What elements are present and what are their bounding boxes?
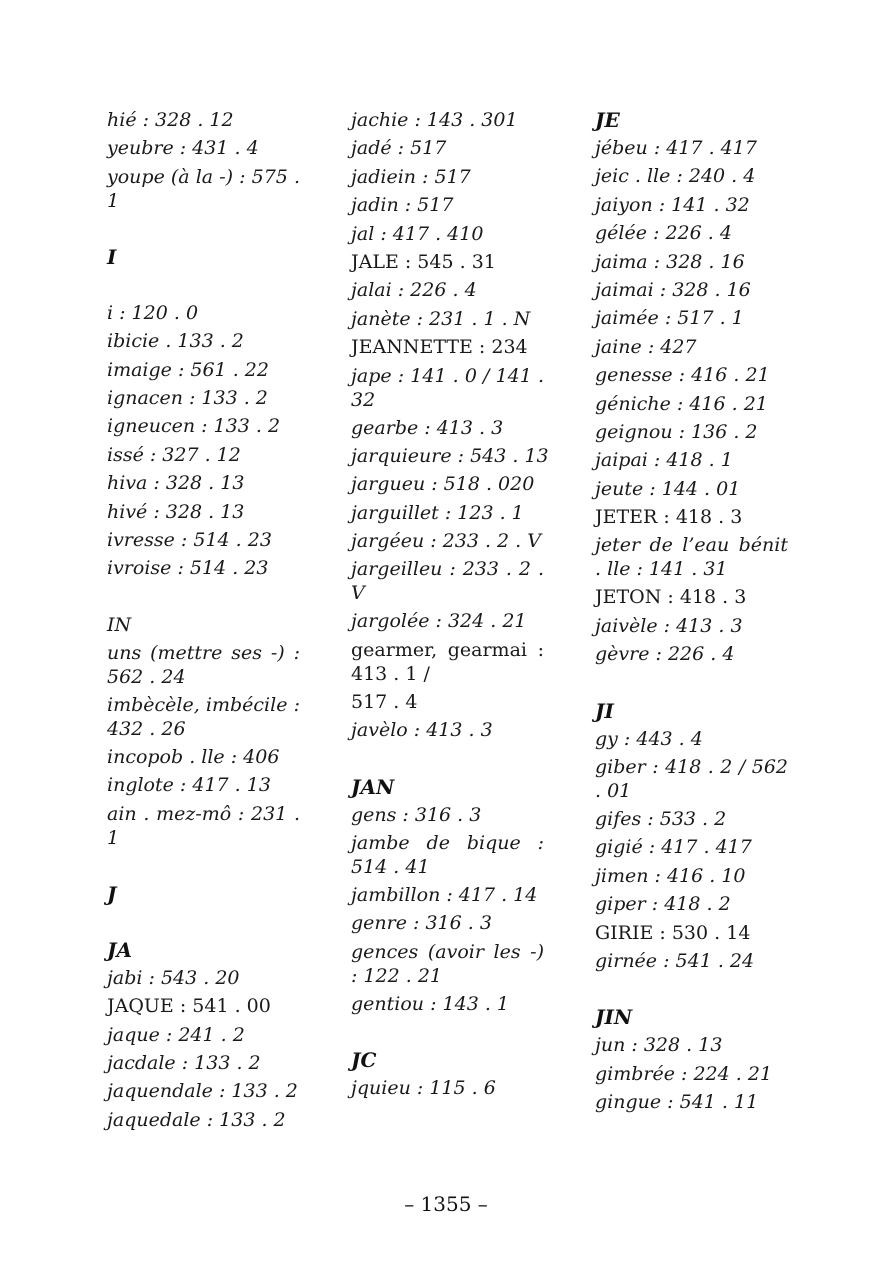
index-entry: JALE : 545 . 31 — [351, 250, 496, 273]
index-entry: jambe de bique : 514 . 41 — [351, 832, 544, 879]
index-entry: jaimée : 517 . 1 — [595, 307, 744, 330]
section-spacer — [351, 1018, 544, 1046]
index-entry: jaima : 328 . 16 — [595, 250, 745, 273]
index-entry: jeter de l’eau bénit . lle : 141 . 31 — [595, 534, 788, 581]
index-entry: gifes : 533 . 2 — [595, 808, 727, 831]
index-entry: janète : 231 . 1 . N — [351, 307, 531, 330]
section-heading: JI — [595, 698, 614, 723]
index-entry: giper : 418 . 2 — [595, 893, 731, 916]
index-entry: gigié : 417 . 417 — [595, 836, 752, 859]
index-entry: ignacen : 133 . 2 — [107, 386, 268, 409]
index-entry: incopob . lle : 406 — [107, 746, 280, 769]
index-entry: i : 120 . 0 — [107, 301, 199, 324]
index-entry: JEANNETTE : 234 — [351, 336, 528, 359]
index-entry: ivroise : 514 . 23 — [107, 557, 269, 580]
index-entry: jaine : 427 — [595, 335, 697, 358]
index-entry: GIRIE : 530 . 14 — [595, 921, 751, 944]
index-entry: gimbrée : 224 . 21 — [595, 1062, 773, 1085]
index-entry: jargeilleu : 233 . 2 . V — [351, 558, 544, 605]
index-column-2 — [351, 106, 549, 1103]
index-column-3 — [595, 106, 788, 1117]
index-entry: jargolée : 324 . 21 — [351, 610, 527, 633]
index-entry: youpe (à la -) : 575 . 1 — [107, 165, 300, 212]
index-entry: jeute : 144 . 01 — [595, 477, 741, 500]
index-entry: jébeu : 417 . 417 — [595, 137, 757, 159]
section-heading: JA — [107, 937, 132, 962]
index-entry: jacdale : 133 . 2 — [107, 1052, 261, 1075]
index-entry: jaivèle : 413 . 3 — [595, 614, 743, 637]
index-entry: hiva : 328 . 13 — [107, 472, 245, 495]
index-entry: jun : 328 . 13 — [595, 1034, 723, 1057]
index-entry: jeic . lle : 240 . 4 — [595, 165, 756, 188]
section-spacer — [107, 908, 300, 936]
index-entry: géniche : 416 . 21 — [595, 392, 768, 415]
index-entry: gèvre : 226 . 4 — [595, 643, 735, 666]
page-number: – 1355 – — [404, 1192, 488, 1216]
index-entry: uns (mettre ses -) : 562 . 24 — [107, 642, 300, 689]
section-heading: J — [107, 881, 117, 906]
index-entry: gentiou : 143 . 1 — [351, 992, 509, 1015]
index-entry: JETER : 418 . 3 — [595, 506, 743, 529]
section-spacer — [595, 669, 788, 697]
index-entry: jarquieure : 543 . 13 — [351, 444, 549, 467]
index-entry: giber : 418 . 2 / 562 . 01 — [595, 756, 788, 803]
index-entry: ivresse : 514 . 23 — [107, 528, 272, 551]
section-spacer — [107, 583, 300, 611]
index-entry: imaige : 561 . 22 — [107, 358, 269, 381]
index-entry: gearmer, gearmai : 413 . 1 / — [351, 638, 544, 685]
index-entry: jadiein : 517 — [351, 165, 471, 188]
index-entry: inglote : 417 . 13 — [107, 774, 271, 797]
index-entry: jaipai : 418 . 1 — [595, 449, 733, 472]
index-entry: genre : 316 . 3 — [351, 912, 492, 935]
section-spacer — [595, 975, 788, 1003]
index-entry: ibicie . 133 . 2 — [107, 330, 244, 353]
section-heading: I — [107, 244, 117, 269]
index-entry: jadé : 517 — [351, 137, 447, 160]
index-entry: ain . mez-mô : 231 . 1 — [107, 802, 300, 849]
index-entry: hié : 328 . 12 — [107, 109, 234, 131]
index-entry: IN — [107, 613, 132, 636]
index-entry: jquieu : 115 . 6 — [351, 1077, 496, 1100]
index-entry: jaimai : 328 . 16 — [595, 278, 751, 301]
index-entry: jal : 417 . 410 — [351, 222, 484, 245]
index-entry: 517 . 4 — [351, 690, 418, 713]
index-entry: jadin : 517 — [351, 194, 454, 217]
index-entry: girnée : 541 . 24 — [595, 949, 755, 972]
index-entry: gy : 443 . 4 — [595, 727, 703, 750]
section-heading: JIN — [595, 1005, 633, 1030]
section-spacer — [351, 745, 544, 773]
index-entry: geignou : 136 . 2 — [595, 420, 758, 443]
index-entry: jimen : 416 . 10 — [595, 864, 746, 887]
index-entry: gens : 316 . 3 — [351, 803, 482, 826]
index-column-1 — [107, 106, 300, 1134]
index-entry: gearbe : 413 . 3 — [351, 416, 504, 439]
index-entry: jaque : 241 . 2 — [107, 1023, 245, 1046]
index-entry: jaquedale : 133 . 2 — [107, 1108, 286, 1131]
index-entry: jachie : 143 . 301 — [351, 109, 518, 131]
index-entry: jape : 141 . 0 / 141 . 32 — [351, 364, 544, 411]
index-entry: gingue : 541 . 11 — [595, 1091, 759, 1114]
index-entry: jarguillet : 123 . 1 — [351, 501, 524, 524]
index-entry: jambillon : 417 . 14 — [351, 884, 538, 907]
section-heading: JE — [595, 108, 620, 132]
index-entry: jaquendale : 133 . 2 — [107, 1080, 298, 1103]
index-entry: jaiyon : 141 . 32 — [595, 193, 750, 216]
section-spacer — [107, 215, 300, 243]
index-entry: jargéeu : 233 . 2 . V — [351, 530, 541, 553]
index-entry: imbècèle, imbécile : 432 . 26 — [107, 694, 300, 741]
index-entry: jargueu : 518 . 020 — [351, 473, 535, 496]
index-entry: gélée : 226 . 4 — [595, 222, 732, 245]
index-entry: hivé : 328 . 13 — [107, 500, 245, 523]
index-entry: gences (avoir les -) : 122 . 21 — [351, 940, 544, 987]
index-entry: jabi : 543 . 20 — [107, 966, 240, 989]
index-entry: genesse : 416 . 21 — [595, 364, 770, 387]
section-spacer — [107, 852, 300, 880]
index-entry: yeubre : 431 . 4 — [107, 137, 259, 160]
section-heading: JAN — [351, 774, 395, 799]
index-entry: jalai : 226 . 4 — [351, 279, 477, 302]
section-spacer — [107, 271, 300, 299]
index-entry: igneucen : 133 . 2 — [107, 415, 281, 438]
index-entry: javèlo : 413 . 3 — [351, 719, 493, 742]
index-entry: issé : 327 . 12 — [107, 443, 241, 466]
section-heading: JC — [351, 1048, 377, 1073]
index-entry: JETON : 418 . 3 — [595, 586, 747, 609]
index-entry: JAQUE : 541 . 00 — [107, 995, 271, 1018]
